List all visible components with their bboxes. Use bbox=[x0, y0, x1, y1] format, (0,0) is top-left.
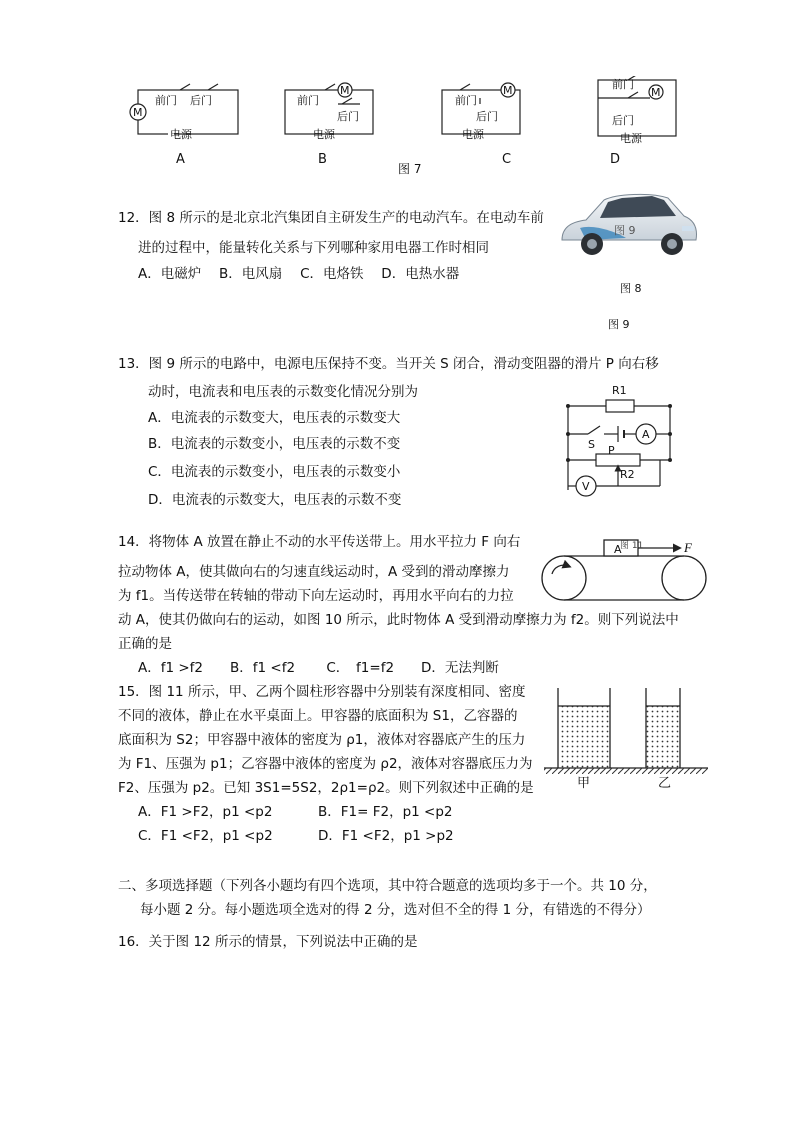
fig7-option-A: A bbox=[176, 152, 185, 167]
q13-option-B: B．电流表的示数变小，电压表的示数不变 bbox=[148, 436, 401, 452]
q13-line-1: 13．图 9 所示的电路中，电源电压保持不变。当开关 S 闭合，滑动变阻器的滑片 P 向右移 bbox=[118, 356, 659, 372]
fig7-option-C: C bbox=[502, 152, 512, 167]
fig7-B-power-label: 电源 bbox=[313, 128, 335, 141]
fig9-r2-label: R2 bbox=[620, 468, 635, 481]
q13-option-C: C．电流表的示数变小，电压表的示数变小 bbox=[148, 464, 401, 480]
q14-line-5: 正确的是 bbox=[118, 636, 172, 652]
q15-option-C: C．F1 <F2，p1 <p2 bbox=[138, 828, 273, 844]
fig7-motor-B: M bbox=[340, 84, 350, 97]
fig7-D-power-label: 电源 bbox=[620, 132, 642, 145]
fig7-A-power-label: 电源 bbox=[170, 128, 192, 141]
fig11-right-label: 乙 bbox=[658, 776, 672, 791]
q14-line-3: 为 f1。当传送带在转轴的带动下向左运动时，再用水平向右的力拉 bbox=[118, 588, 514, 604]
q14-line-4: 动 A，使其仍做向右的运动，如图 10 所示，此时物体 A 受到滑动摩擦力为 f2。则下列说法中 bbox=[118, 612, 679, 628]
fig11-left-label: 甲 bbox=[577, 776, 591, 791]
q15-line-3: 底面积为 S2；甲容器中液体的密度为 ρ1，液体对容器底产生的压力 bbox=[118, 732, 526, 748]
fig7-motor-D: M bbox=[651, 86, 661, 99]
fig9-ammeter-label: A bbox=[642, 428, 650, 441]
q13-line-2: 动时，电流表和电压表的示数变化情况分别为 bbox=[148, 384, 418, 400]
fig7-A-back-label: 后门 bbox=[190, 94, 212, 107]
fig10-force-label: F bbox=[684, 540, 692, 555]
figure-11-containers bbox=[540, 684, 712, 776]
fig7-option-D: D bbox=[610, 152, 621, 167]
q15-line-1: 15．图 11 所示，甲、乙两个圆柱形容器中分别装有深度相同、密度 bbox=[118, 684, 526, 700]
q15-line-4: 为 F1、压强为 p1；乙容器中液体的密度为 ρ2，液体对容器底压力为 bbox=[118, 756, 533, 772]
fig9-caption: 图 9 bbox=[608, 318, 630, 331]
q12-figure-overlap-label: 图 9 bbox=[614, 224, 636, 237]
q15-option-D: D．F1 <F2，p1 >p2 bbox=[318, 828, 454, 844]
fig7-C-back-label: 后门 bbox=[476, 110, 498, 123]
q12-figure-caption: 图 8 bbox=[620, 282, 642, 295]
fig7-A-front-label: 前门 bbox=[155, 94, 177, 107]
fig7-C-power-label: 电源 bbox=[462, 128, 484, 141]
q12-line-2: 进的过程中，能量转化关系与下列哪种家用电器工作时相同 bbox=[138, 240, 489, 256]
fig7-B-back-label: 后门 bbox=[337, 110, 359, 123]
q12-line-1: 12．图 8 所示的是北京北汽集团自主研发生产的电动汽车。在电动车前 bbox=[118, 210, 544, 226]
q15-option-A: A．F1 >F2，p1 <p2 bbox=[138, 804, 273, 820]
fig7-caption: 图 7 bbox=[398, 162, 422, 176]
section-2-heading-line-1: 二、多项选择题（下列各小题均有四个选项，其中符合题意的选项均多于一个。共 10 分， bbox=[118, 878, 657, 894]
figure-9-circuit bbox=[560, 378, 680, 500]
fig7-motor-A: M bbox=[133, 106, 143, 119]
q13-option-A: A．电流表的示数变大，电压表的示数变大 bbox=[148, 410, 401, 426]
fig7-D-front-label: 前门 bbox=[612, 78, 634, 91]
q15-line-2: 不同的液体，静止在水平桌面上。甲容器的底面积为 S1，乙容器的 bbox=[118, 708, 518, 724]
fig10-block-label: A bbox=[614, 543, 622, 556]
q14-line-1: 14．将物体 A 放置在静止不动的水平传送带上。用水平拉力 F 向右 bbox=[118, 534, 521, 550]
q14-options: A．f1 >f2 B．f1 <f2 C． f1=f2 D．无法判断 bbox=[138, 660, 499, 676]
fig7-C-front-label: 前门 bbox=[455, 94, 477, 107]
fig7-option-B: B bbox=[318, 152, 327, 167]
fig9-switch-label: S bbox=[588, 438, 595, 451]
section-2-heading-line-2: 每小题 2 分。每小题选项全选对的得 2 分，选对但不全的得 1 分，有错选的不得分） bbox=[140, 902, 651, 918]
fig9-voltmeter-label: V bbox=[582, 480, 590, 493]
q15-line-5: F2、压强为 p2。已知 3S1=5S2，2ρ1=ρ2。则下列叙述中正确的是 bbox=[118, 780, 534, 796]
q15-option-B: B．F1= F2，p1 <p2 bbox=[318, 804, 453, 820]
fig7-D-back-label: 后门 bbox=[612, 114, 634, 127]
fig7-B-front-label: 前门 bbox=[297, 94, 319, 107]
fig9-r1-label: R1 bbox=[612, 384, 627, 397]
fig9-slider-label: P bbox=[608, 444, 615, 457]
q12-options: A．电磁炉 B．电风扇 C．电烙铁 D．电热水器 bbox=[138, 266, 460, 282]
q16-line-1: 16．关于图 12 所示的情景，下列说法中正确的是 bbox=[118, 934, 418, 950]
fig10-overlap-label: 图 11 bbox=[620, 541, 644, 551]
figure-10-conveyor bbox=[538, 534, 714, 606]
fig7-motor-C: M bbox=[503, 84, 513, 97]
q13-option-D: D．电流表的示数变大，电压表的示数不变 bbox=[148, 492, 402, 508]
q14-line-2: 拉动物体 A，使其做向右的匀速直线运动时，A 受到的滑动摩擦力 bbox=[118, 564, 510, 580]
